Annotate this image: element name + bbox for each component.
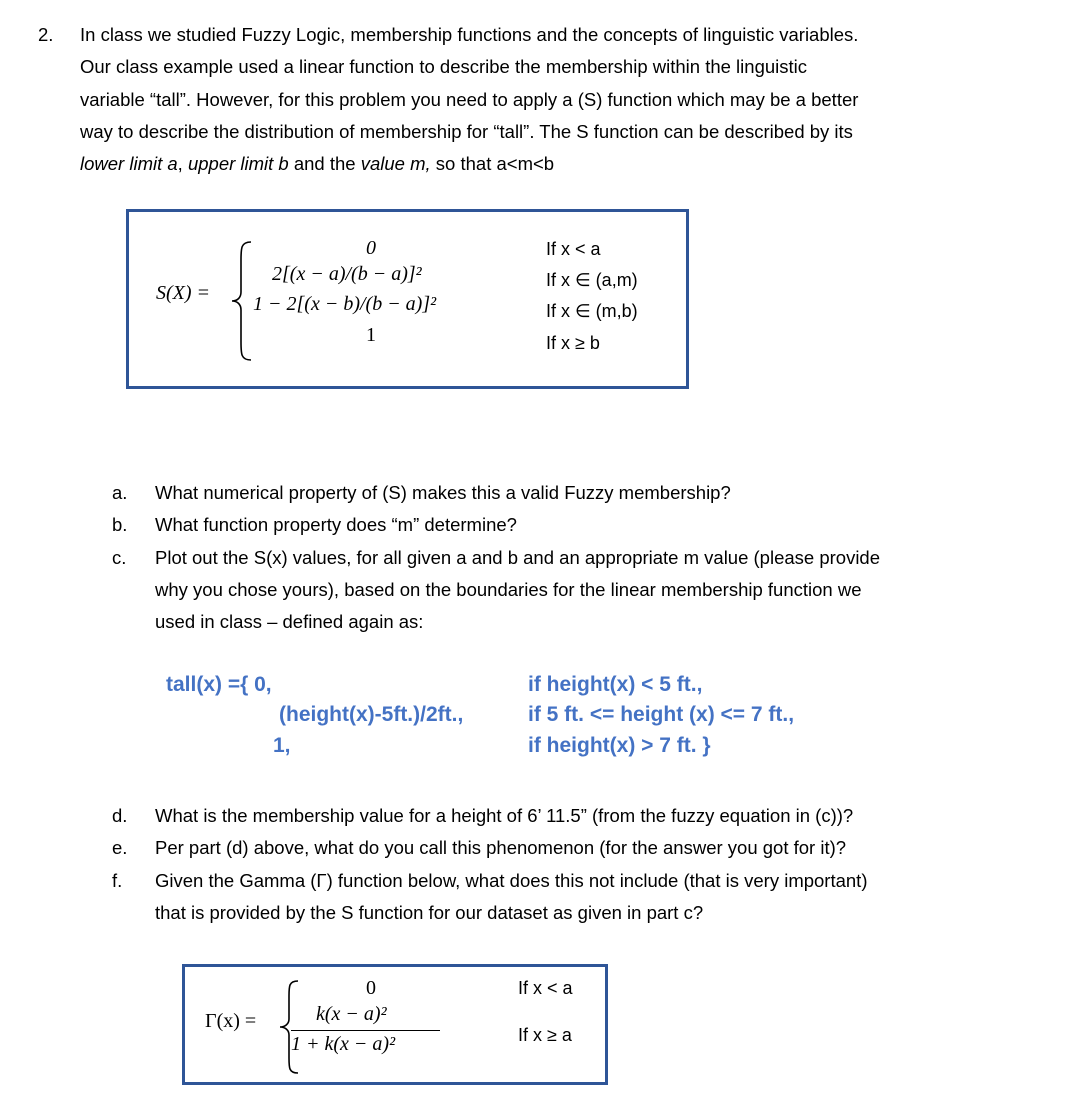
tall-value-2: (height(x)-5ft.)/2ft.,: [279, 703, 464, 726]
fraction-bar: [291, 1030, 440, 1031]
question-line-last: [80, 148, 1040, 180]
list-item-label: a.: [112, 482, 128, 503]
list-item-text: What numerical property of (S) makes this a valid Fuzzy membership?: [155, 482, 731, 503]
list-item-label: c.: [112, 546, 127, 568]
and-text: and the: [288, 153, 361, 175]
question-line: way to describe the distribution of membership for “tall”. The S function can be described by its: [80, 120, 853, 142]
gamma-function-lhs: [205, 1010, 256, 1033]
question-number: 2.: [38, 24, 54, 45]
tall-value-3: 1,: [273, 734, 291, 757]
s-condition-2: If x ∈ (m,b): [546, 301, 638, 321]
s-function-box: [126, 209, 689, 389]
gamma-function-box: [182, 964, 608, 1085]
condition-text: so that a<m<b: [430, 153, 555, 175]
s-condition-0: If x < a: [546, 239, 601, 259]
value-m-text: value m,: [360, 153, 431, 175]
gamma-case-0: 0: [366, 977, 376, 999]
list-item-label: f.: [112, 869, 123, 891]
list-item-label: e.: [112, 837, 128, 859]
s-case-1: 2[(x − a)/(b − a)]²: [272, 263, 422, 285]
left-brace-icon: [231, 240, 255, 362]
gamma-condition-1: If x ≥ a: [518, 1025, 572, 1045]
list-item-text: why you chose yours), based on the boundaries for the linear membership function we: [155, 578, 862, 600]
list-item-label: b.: [112, 514, 128, 536]
tall-lhs: tall(x) ={ 0,: [166, 673, 272, 696]
list-item-text: that is provided by the S function for our dataset as given in part c?: [155, 901, 704, 923]
s-case-0: 0: [366, 237, 376, 259]
question-text: [80, 19, 1040, 180]
gamma-condition-0: If x < a: [518, 978, 573, 998]
s-function-lhs: S(X) =: [156, 282, 211, 304]
tall-condition-1: if height(x) < 5 ft.,: [528, 673, 703, 696]
gamma-denominator: 1 + k(x − a)²: [291, 1033, 396, 1055]
s-condition-1: If x ∈ (a,m): [546, 270, 638, 290]
list-item-text: used in class – defined again as:: [155, 611, 424, 633]
list-item-label: d.: [112, 805, 128, 826]
lower-limit-text: lower limit a: [80, 153, 178, 175]
tall-condition-3: if height(x) > 7 ft. }: [528, 734, 711, 757]
gamma-lhs-text: Γ(x) =: [205, 1010, 257, 1032]
upper-limit-text: upper limit b: [187, 153, 289, 175]
gamma-numerator: k(x − a)²: [316, 1003, 387, 1025]
list-item-text: What is the membership value for a height of 6’ 11.5” (from the fuzzy equation in (c))?: [155, 805, 854, 826]
s-case-2: 1 − 2[(x − b)/(b − a)]²: [253, 293, 437, 315]
question-line: variable “tall”. However, for this problem you need to apply a (S) function which may be a better: [80, 88, 859, 110]
separator-text: ,: [177, 153, 188, 175]
list-item-text: Plot out the S(x) values, for all given a and b and an appropriate m value (please provide: [155, 546, 881, 568]
s-case-3: 1: [366, 324, 376, 346]
tall-condition-2: if 5 ft. <= height (x) <= 7 ft.,: [528, 703, 795, 726]
question-line: In class we studied Fuzzy Logic, membership functions and the concepts of linguistic variables.: [80, 24, 859, 45]
s-condition-3: If x ≥ b: [546, 333, 600, 353]
list-item-text: What function property does “m” determine?: [155, 514, 517, 536]
list-item-text: Per part (d) above, what do you call this phenomenon (for the answer you got for it)?: [155, 837, 847, 859]
left-brace-icon: [279, 979, 301, 1075]
list-item-text: Given the Gamma (Γ) function below, what does this not include (that is very important): [155, 869, 868, 891]
question-line: Our class example used a linear function to describe the membership within the linguistic: [80, 56, 808, 78]
